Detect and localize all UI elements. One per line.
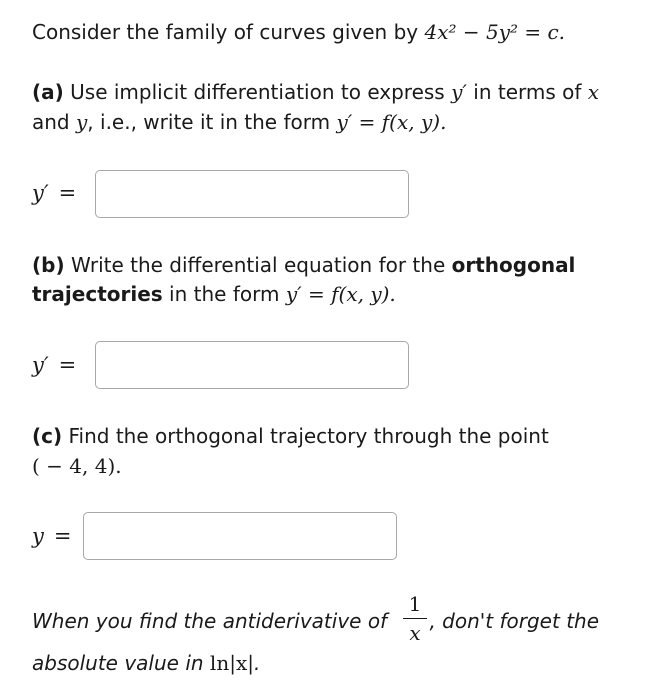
hint-line-1 <box>32 611 599 631</box>
part-c-line-2 <box>32 456 122 476</box>
part-a-y: y <box>75 110 88 134</box>
part-c-point: ( − 4, 4). <box>32 454 122 478</box>
hint-text-1: When you find the antiderivative of <box>32 609 394 633</box>
part-b-line-2 <box>32 284 396 304</box>
part-a-text-2: in terms of <box>466 80 588 104</box>
part-b-line-1 <box>32 255 575 275</box>
part-b-answer-input[interactable] <box>95 341 409 389</box>
part-b-label: (b) <box>32 253 65 277</box>
hint-text-2: , don't forget the <box>429 609 600 633</box>
hint-math: ln|x| <box>209 651 254 675</box>
intro-text: Consider the family of curves given by <box>32 20 425 44</box>
intro-equation: 4x² − 5y² = c. <box>424 20 566 44</box>
part-a-text-1: Use implicit differentiation to express <box>63 80 452 104</box>
part-b-answer-var: y′ <box>32 353 49 377</box>
part-b-answer-label <box>32 355 76 376</box>
part-c-label: (c) <box>32 424 63 448</box>
part-c-answer-input[interactable] <box>83 512 397 560</box>
hint-text-3: absolute value in <box>32 651 210 675</box>
fraction-bar <box>403 618 427 619</box>
part-b-bold-1: orthogonal <box>451 253 576 277</box>
part-b-form: y′ = f(x, y). <box>285 282 396 306</box>
part-a-answer-var: y′ <box>32 181 49 205</box>
part-c-answer-label <box>32 526 71 547</box>
part-a-text-3: and <box>32 110 76 134</box>
problem-statement <box>32 22 565 42</box>
fraction-denominator: x <box>409 621 421 645</box>
part-c-answer-var: y <box>32 524 44 548</box>
part-b-text-2: in the form <box>162 282 286 306</box>
part-b-text-1: Write the differential equation for the <box>64 253 452 277</box>
equals-sign: = <box>58 353 77 377</box>
part-a-form: y′ = f(x, y). <box>336 110 447 134</box>
fraction-numerator: 1 <box>408 592 422 616</box>
part-a-label: (a) <box>32 80 64 104</box>
part-b-bold-2: trajectories <box>32 282 163 306</box>
part-c-text-1: Find the orthogonal trajectory through the point <box>62 424 549 448</box>
hint-line-2 <box>32 653 260 673</box>
part-a-answer-input[interactable] <box>95 170 409 218</box>
part-a-x: x <box>587 80 600 104</box>
part-a-line-1 <box>32 82 599 102</box>
hint-fraction <box>400 592 430 645</box>
hint-text-4: . <box>253 651 261 675</box>
part-a-text-4: , i.e., write it in the form <box>87 110 337 134</box>
equals-sign: = <box>53 524 72 548</box>
equals-sign: = <box>58 181 77 205</box>
part-a-line-2 <box>32 112 446 132</box>
part-c-line-1 <box>32 426 549 446</box>
part-a-yprime: y′ <box>451 80 467 104</box>
part-a-answer-label <box>32 183 76 204</box>
